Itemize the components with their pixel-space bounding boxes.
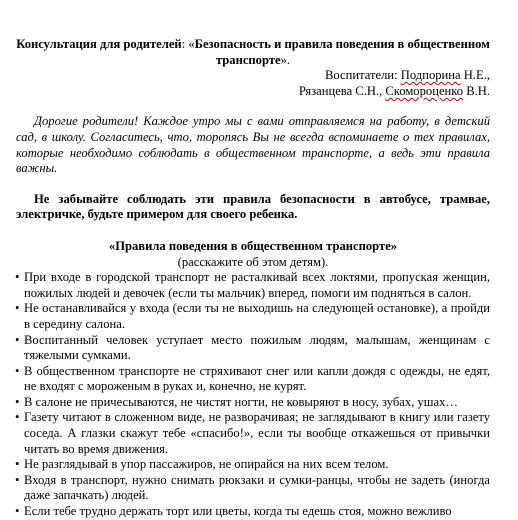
title-main: Безопасность и правила поведения в общественном транспорте xyxy=(194,37,490,67)
title-colon: : « xyxy=(181,37,195,51)
rules-title: «Правила поведения в общественном транспорте» xyxy=(108,238,398,253)
authors-label: Воспитатели: xyxy=(325,68,401,83)
rules-list xyxy=(16,270,490,520)
title-prefix: Консультация для родителей xyxy=(16,37,182,51)
rules-subtitle: (расскажите об этом детям). xyxy=(177,254,329,269)
list-item: • При входе в городской транспорт не расталкивай всех локтями, пропуская женщин, пожилых людей и девочек (если ты мальчик) вперед, помоги им подняться в салон. xyxy=(16,270,490,301)
authors-line-2 xyxy=(16,84,490,100)
document-body xyxy=(16,37,490,520)
author-3-initials: В.Н. xyxy=(463,83,490,98)
list-item: • Не останавливайся у входа (если ты не выходишь на следующей остановке), а пройди в середину салона. xyxy=(16,301,490,332)
list-item: • Воспитанный человек уступает место пожилым людям, малышам, женщинам с тяжелыми сумками. xyxy=(16,333,490,364)
document-title xyxy=(16,37,490,68)
author-1-surname: Подпорина xyxy=(400,68,461,83)
list-item: • Не разглядывай в упор пассажиров, не опирайся на них всем телом. xyxy=(16,457,490,473)
title-end: ». xyxy=(280,52,291,67)
list-item: • В салоне не причесываются, не чистят ногти, не ковыряют в носу, зубах, ушах… xyxy=(16,395,490,411)
author-1-initials: Н.Е., xyxy=(460,68,490,83)
intro-paragraph: Дорогие родители! Каждое утро мы с вами отправляемся на работу, в детский сад, в школу. Согласитесь, что, торопясь Вы не всегда вспоминаете о тех правилах, которые необходимо соблюдать в общественном транспорте, а ведь эти правила важны. xyxy=(16,114,490,176)
warning-paragraph: Не забывайте соблюдать эти правила безопасности в автобусе, трамвае, электричке, будьте примером для своего ребенка. xyxy=(16,191,490,222)
authors-line-1 xyxy=(16,68,490,84)
author-2: Рязанцева С.Н., xyxy=(298,83,386,98)
list-item: • Газету читают в сложенном виде, не разворачивая; не заглядывают в книгу или газету соседа. А глазки скажут тебе «спасибо!», если ты вообще откажешься от привычки читать во время движения. xyxy=(16,410,490,457)
list-item: • Входя в транспорт, нужно снимать рюкзаки и сумки-ранцы, чтобы не задеть (иногда даже запачкать) людей. xyxy=(16,473,490,504)
list-item: • В общественном транспорте не стряхивают снег или капли дождя с одежды, не едят, не входят с мороженым в руках и, конечно, не курят. xyxy=(16,364,490,395)
list-item: • Если тебе трудно держать торт или цветы, когда ты едешь стоя, можно вежливо xyxy=(16,504,490,520)
author-3-surname: Скомороценко xyxy=(385,83,464,98)
